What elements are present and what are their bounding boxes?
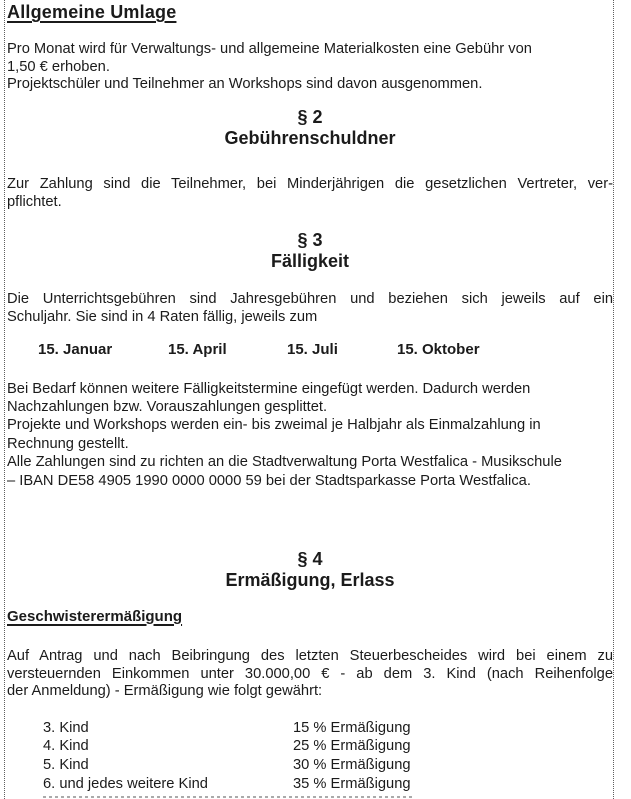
due-date-october: 15. Oktober	[397, 341, 480, 358]
text-line: Rechnung gestellt.	[7, 435, 129, 452]
text-line: Pro Monat wird für Verwaltungs- und allgemeine Materialkosten eine Gebühr von	[7, 41, 532, 57]
section-title: Gebührenschuldner	[224, 128, 396, 148]
heading-geschwisterermaessigung: Geschwisterermäßigung	[7, 607, 183, 625]
child-label: 6. und jedes weitere Kind	[43, 775, 208, 792]
table-row	[0, 720, 631, 739]
child-label: 5. Kind	[43, 757, 89, 774]
section-number: § 2	[297, 107, 323, 127]
section-heading-2	[7, 107, 613, 149]
child-label: 3. Kind	[43, 719, 89, 736]
discount-table	[0, 720, 631, 795]
section-heading-3	[7, 230, 613, 272]
text-line: Projekte und Workshops werden ein- bis zweimal je Halbjahr als Einmalzahlung in	[7, 417, 541, 434]
table-row	[0, 757, 631, 776]
due-date-july: 15. Juli	[287, 341, 338, 358]
paragraph-zahlungen	[7, 380, 613, 490]
text-line: Bei Bedarf können weitere Fälligkeitstermine eingefügt werden. Dadurch werden	[7, 380, 531, 397]
paragraph-gebuehrenschuldner	[7, 176, 613, 211]
table-row	[0, 738, 631, 757]
child-label: 4. Kind	[43, 738, 89, 755]
text-line: Die Unterrichtsgebühren sind Jahresgebühren und beziehen sich jeweils auf ein	[7, 291, 613, 307]
discount-value: 25 % Ermäßigung	[293, 738, 411, 755]
section-number: § 4	[297, 549, 323, 569]
due-date-january: 15. Januar	[38, 341, 113, 358]
section-title: Ermäßigung, Erlass	[225, 570, 395, 590]
table-row	[0, 776, 631, 795]
discount-value: 15 % Ermäßigung	[293, 719, 411, 736]
text-line: Alle Zahlungen sind zu richten an die Stadtverwaltung Porta Westfalica - Musikschule	[7, 454, 562, 471]
text-boundary-right	[613, 0, 614, 799]
paragraph-geschwister	[7, 648, 613, 701]
section-title: Fälligkeit	[270, 251, 350, 271]
discount-value: 30 % Ermäßigung	[293, 757, 411, 774]
paragraph-faelligkeit-intro	[7, 291, 613, 326]
section-number: § 3	[297, 230, 323, 250]
text-line: der Anmeldung) - Ermäßigung wie folgt gewährt:	[7, 683, 323, 699]
text-line: Projektschüler und Teilnehmer an Workshops sind davon ausgenommen.	[7, 76, 483, 92]
text-line: Auf Antrag und nach Beibringung des letzten Steuerbescheides wird bei einem zu	[7, 648, 613, 664]
text-line: 1,50 € erhoben.	[7, 58, 110, 75]
paragraph-umlage	[7, 41, 613, 94]
text-line: Schuljahr. Sie sind in 4 Raten fällig, jeweils zum	[7, 308, 318, 325]
text-boundary-left	[4, 0, 5, 799]
text-line: Zur Zahlung sind die Teilnehmer, bei Minderjährigen die gesetzlichen Vertreter, ver-	[7, 176, 613, 192]
section-heading-4	[7, 549, 613, 591]
text-line: – IBAN DE58 4905 1990 0000 0000 59 bei der Stadtsparkasse Porta Westfalica.	[7, 472, 531, 489]
clipped-next-line-artifact	[43, 796, 413, 799]
text-line: Nachzahlungen bzw. Vorauszahlungen gesplittet.	[7, 398, 328, 415]
heading-allgemeine-umlage: Allgemeine Umlage	[7, 2, 177, 22]
text-line: versteuernden Einkommen unter 30.000,00 € - ab dem 3. Kind (nach Reihenfolge	[7, 665, 613, 682]
due-date-april: 15. April	[168, 341, 227, 358]
discount-value: 35 % Ermäßigung	[293, 775, 411, 792]
text-line: pflichtet.	[7, 193, 62, 210]
due-dates-row	[0, 341, 631, 359]
